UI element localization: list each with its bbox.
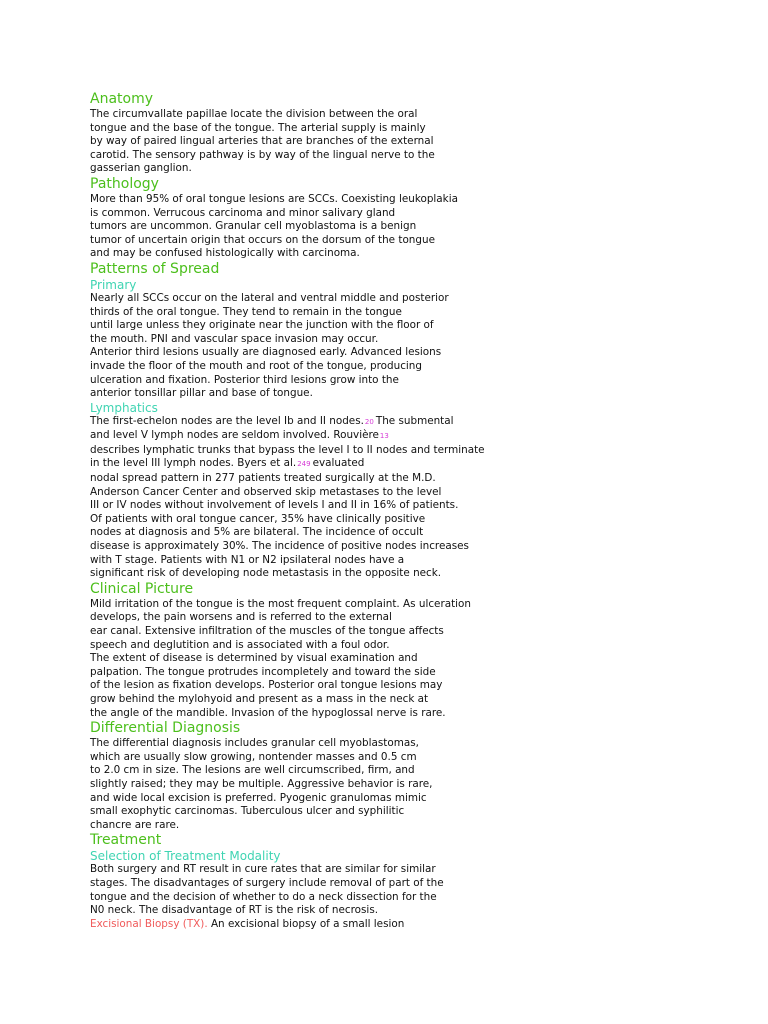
text-line: by way of paired lingual arteries that are branches of the external [90,135,434,148]
text-line: speech and deglutition and is associated with a foul odor. [90,638,390,651]
text-line: chancre are rare. [90,818,180,831]
text-line: nodal spread pattern in 277 patients treated surgically at the M.D. [90,472,436,485]
text-line: Anderson Cancer Center and observed skip metastases to the level [90,485,442,498]
heading-pathology: Pathology [90,175,159,192]
text-line [90,429,530,444]
text-line: carotid. The sensory pathway is by way of the lingual nerve to the [90,148,435,161]
reference-link[interactable]: 13 [379,432,389,441]
text-segment: The submental [375,414,454,427]
text-line [90,457,530,472]
text-line: describes lymphatic trunks that bypass the level I to II nodes and terminate [90,443,485,456]
text-line: ulceration and fixation. Posterior third lesions grow into the [90,373,399,386]
text-line: tumor of uncertain origin that occurs on the dorsum of the tongue [90,233,435,246]
text-segment: in the level III lymph nodes. Byers et al. [90,457,297,470]
paragraph-primary [90,292,530,401]
heading-anatomy: Anatomy [90,91,154,107]
subheading-primary: Primary [90,277,137,292]
text-line: stages. The disadvantages of surgery include removal of part of the [90,876,444,889]
text-line: III or IV nodes without involvement of levels I and II in 16% of patients. [90,499,459,512]
text-line: of the lesion as fixation develops. Posterior oral tongue lesions may [90,679,443,692]
text-line: The extent of disease is determined by visual examination and [90,652,418,665]
heading-differential-diagnosis: Differential Diagnosis [90,720,241,737]
paragraph-selection [90,863,530,931]
text-line: and may be confused histologically with carcinoma. [90,247,360,260]
text-line: and wide local excision is preferred. Pyogenic granulomas mimic [90,791,427,804]
subheading-selection-of-treatment-modality: Selection of Treatment Modality [90,849,281,864]
text-line: Anterior third lesions usually are diagnosed early. Advanced lesions [90,346,442,359]
text-line: to 2.0 cm in size. The lesions are well circumscribed, firm, and [90,764,415,777]
text-line: small exophytic carcinomas. Tuberculous ulcer and syphilitic [90,805,405,818]
text-line: nodes at diagnosis and 5% are bilateral. The incidence of occult [90,526,424,539]
text-segment: and level V lymph nodes are seldom involved. Rouvière [90,429,379,442]
heading-treatment: Treatment [90,832,162,849]
text-line [90,918,530,932]
text-line: Mild irritation of the tongue is the most frequent complaint. As ulceration [90,597,471,610]
text-line: grow behind the mylohyoid and present as a mass in the neck at [90,692,429,705]
reference-link[interactable]: 20 [364,417,374,426]
text-line: gasserian ganglion. [90,162,192,175]
text-line: The differential diagnosis includes granular cell myoblastomas, [90,737,419,750]
text-line: the mouth. PNI and vascular space invasion may occur. [90,332,379,345]
text-segment: The first-echelon nodes are the level Ib and II nodes. [90,414,364,427]
heading-patterns-of-spread: Patterns of Spread [90,260,220,277]
paragraph-lymphatics [90,415,530,581]
paragraph-pathology [90,193,530,261]
text-line: significant risk of developing node metastasis in the opposite neck. [90,567,442,580]
text-line: Nearly all SCCs occur on the lateral and ventral middle and posterior [90,291,449,304]
text-line: ear canal. Extensive infiltration of the muscles of the tongue affects [90,625,444,637]
text-line: thirds of the oral tongue. They tend to remain in the tongue [90,305,402,318]
subheading-lymphatics: Lymphatics [90,400,158,415]
text-line: with T stage. Patients with N1 or N2 ipsilateral nodes have a [90,553,405,566]
text-line: tongue and the base of the tongue. The arterial supply is mainly [90,121,426,134]
text-line: slightly raised; they may be multiple. Aggressive behavior is rare, [90,777,433,790]
text-line: until large unless they originate near the junction with the floor of [90,319,434,332]
paragraph-anatomy [90,108,530,176]
text-line: Both surgery and RT result in cure rates that are similar for similar [90,863,436,876]
text-line: tumors are uncommon. Granular cell myoblastoma is a benign [90,220,417,233]
text-line: N0 neck. The disadvantage of RT is the risk of necrosis. [90,904,379,917]
text-line: Of patients with oral tongue cancer, 35% have clinically positive [90,512,426,525]
document-body [90,91,530,931]
text-segment: evaluated [312,457,365,470]
reference-link[interactable]: 249 [297,460,311,469]
text-line: the angle of the mandible. Invasion of the hypoglossal nerve is rare. [90,706,446,719]
inline-heading-excisional-biopsy: Excisional Biopsy (TX). [90,917,208,930]
text-line: The circumvallate papillae locate the division between the oral [90,108,418,120]
text-line [90,415,530,430]
text-line: develops, the pain worsens and is referred to the external [90,611,392,624]
text-line: More than 95% of oral tongue lesions are SCCs. Coexisting leukoplakia [90,192,458,205]
text-line: disease is approximately 30%. The incidence of positive nodes increases [90,540,469,553]
text-line: palpation. The tongue protrudes incompletely and toward the side [90,665,436,678]
paragraph-differential [90,737,530,832]
text-line: which are usually slow growing, nontender masses and 0.5 cm [90,750,417,763]
text-line: tongue and the decision of whether to do a neck dissection for the [90,890,437,903]
text-segment: An excisional biopsy of a small lesion [207,917,405,930]
heading-clinical-picture: Clinical Picture [90,580,194,597]
text-line: is common. Verrucous carcinoma and minor salivary gland [90,206,396,219]
text-line: anterior tonsillar pillar and base of tongue. [90,387,313,400]
text-line: invade the floor of the mouth and root of the tongue, producing [90,359,422,372]
paragraph-clinical [90,598,530,720]
